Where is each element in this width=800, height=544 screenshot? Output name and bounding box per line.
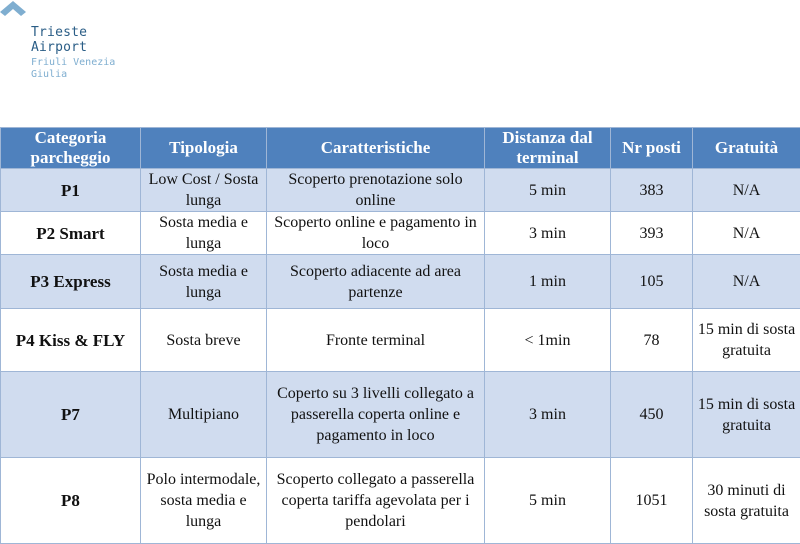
cell-caratteristiche: Scoperto adiacente ad area partenze [267,255,485,309]
cell-caratteristiche: Scoperto collegato a passerella coperta tariffa agevolata per i pendolari [267,458,485,544]
table-header-row [1,128,800,169]
header-gratuita: Gratuità [693,128,800,169]
cell-categoria: P8 [1,458,141,544]
cell-categoria: P1 [1,169,141,212]
header-distanza: Distanza dal terminal [485,128,611,169]
cell-categoria: P2 Smart [1,212,141,255]
cell-nr-posti: 105 [611,255,693,309]
cell-tipologia: Sosta media e lunga [141,255,267,309]
cell-tipologia: Low Cost / Sosta lunga [141,169,267,212]
cell-gratuita: N/A [693,169,800,212]
cell-distanza: 3 min [485,372,611,458]
cell-tipologia: Sosta breve [141,309,267,372]
logo-line-3: Friuli Venezia [31,57,115,68]
cell-distanza: 3 min [485,212,611,255]
cell-gratuita: 15 min di sosta gratuita [693,372,800,458]
cell-nr-posti: 78 [611,309,693,372]
cell-nr-posti: 1051 [611,458,693,544]
logo-line-2: Airport [31,41,87,55]
cell-gratuita: N/A [693,255,800,309]
header-categoria: Categoria parcheggio [1,128,141,169]
header-caratteristiche: Caratteristiche [267,128,485,169]
table-row [1,372,800,458]
cell-distanza: 1 min [485,255,611,309]
cell-categoria: P7 [1,372,141,458]
logo-chevron-icon [0,0,26,18]
logo-line-4: Giulia [31,69,67,80]
cell-nr-posti: 383 [611,169,693,212]
table-row [1,255,800,309]
cell-nr-posti: 450 [611,372,693,458]
table-row [1,309,800,372]
cell-distanza: < 1min [485,309,611,372]
cell-caratteristiche: Fronte terminal [267,309,485,372]
logo-line-1: Trieste [31,26,87,40]
parking-table [0,127,800,544]
cell-tipologia: Polo intermodale, sosta media e lunga [141,458,267,544]
cell-caratteristiche: Scoperto prenotazione solo online [267,169,485,212]
cell-caratteristiche: Scoperto online e pagamento in loco [267,212,485,255]
table-row [1,212,800,255]
cell-gratuita: 30 minuti di sosta gratuita [693,458,800,544]
cell-distanza: 5 min [485,169,611,212]
cell-distanza: 5 min [485,458,611,544]
airport-logo [0,0,160,90]
table-row [1,458,800,544]
header-tipologia: Tipologia [141,128,267,169]
cell-nr-posti: 393 [611,212,693,255]
cell-gratuita: N/A [693,212,800,255]
header-nr-posti: Nr posti [611,128,693,169]
cell-tipologia: Multipiano [141,372,267,458]
cell-gratuita: 15 min di sosta gratuita [693,309,800,372]
cell-categoria: P4 Kiss & FLY [1,309,141,372]
cell-caratteristiche: Coperto su 3 livelli collegato a passerella coperta online e pagamento in loco [267,372,485,458]
table-row [1,169,800,212]
cell-tipologia: Sosta media e lunga [141,212,267,255]
cell-categoria: P3 Express [1,255,141,309]
